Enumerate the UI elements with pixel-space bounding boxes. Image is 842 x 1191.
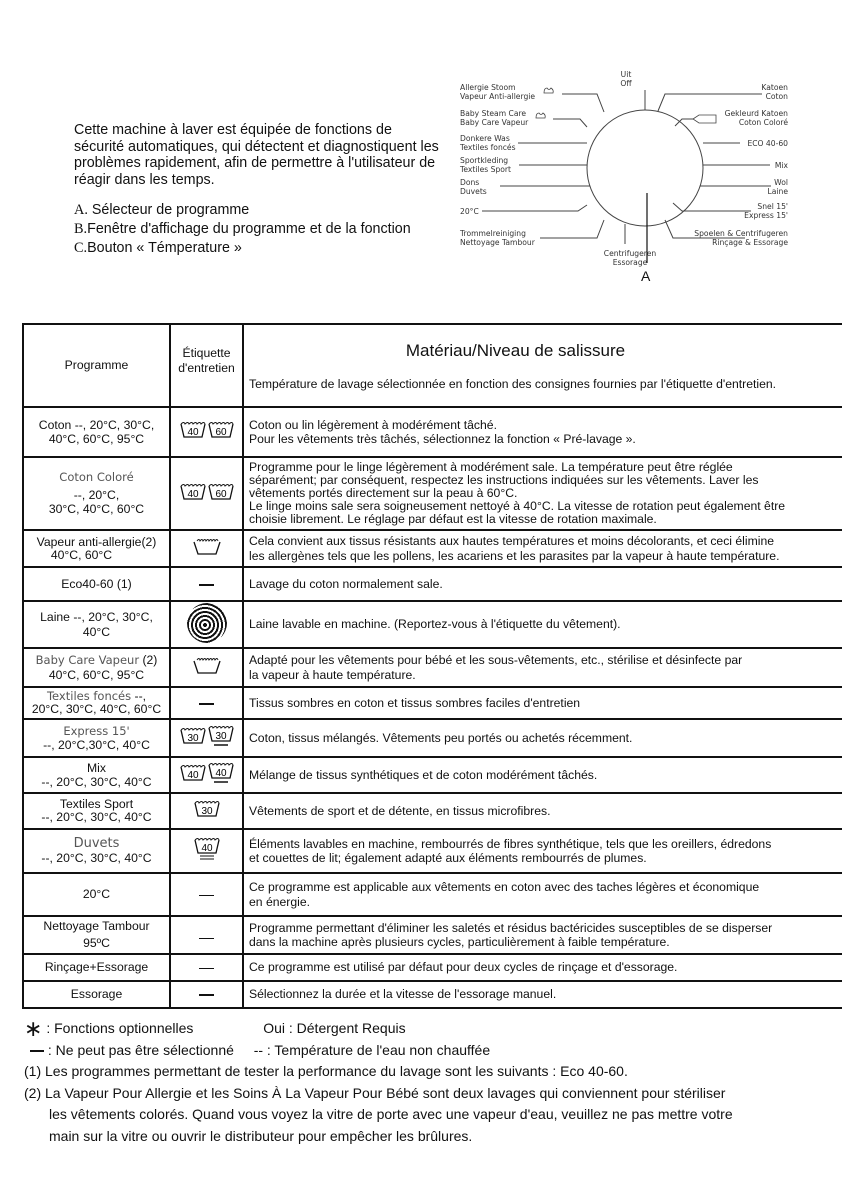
table-row <box>23 687 842 719</box>
care-label-cell <box>170 648 243 687</box>
not-selectable-dash-icon <box>199 703 214 705</box>
description-cell: Lavage du coton normalement sale. <box>243 567 842 601</box>
legend-unheated-text: -- : Température de l'eau non chauffée <box>253 1041 491 1058</box>
care-label-cell <box>170 829 243 873</box>
table-row <box>23 873 842 916</box>
intro-paragraph <box>74 122 444 188</box>
svg-text:40: 40 <box>214 768 227 780</box>
programme-cell: Mix --, 20°C, 30°C, 40°C <box>23 757 170 793</box>
dial-label-sport: Sportkleding Textiles Sport <box>460 156 512 175</box>
table-row <box>23 601 842 648</box>
not-selectable-dash-icon <box>199 895 214 896</box>
care-label-cell <box>170 757 243 793</box>
care-label-cell <box>170 873 243 916</box>
legend-not-selectable-text: : Ne peut pas être sélectionné <box>44 1041 234 1058</box>
description-cell: Programme pour le linge légèrement à modérément sale. La température peut être réglée séparément; par conséquent, respectez les instructions indiquées sur les vêtements. Laver les vêtements portés directement sur la peau à 60°C. Le linge moins sale sera soigneusement nettoyé à 40°C. La vitesse de rotation peut également être choisie librement. Le réglage par défaut est la vitesse de rotation maximale. <box>243 457 842 530</box>
wash-tub-icon <box>193 657 221 679</box>
program-table <box>22 323 842 1009</box>
table-row <box>23 981 842 1008</box>
wash-tub-30-icon <box>194 800 220 822</box>
program-dial-diagram <box>440 60 800 290</box>
note-2-line-2: les vêtements colorés. Quand vous voyez la vitre de porte avec une vapeur d'eau, veuillez ne pas mettre votre <box>49 1106 733 1122</box>
dial-label-express: Snel 15' Express 15' <box>744 202 788 221</box>
dial-label-cotton: Katoen Coton <box>761 83 788 102</box>
wash-tub-30-icon <box>180 727 206 749</box>
wash-tub-60-icon <box>208 483 234 505</box>
legend-letter: A. <box>74 202 88 218</box>
description-cell: Ce programme est applicable aux vêtements en coton avec des taches légères et économique en énergie. <box>243 873 842 916</box>
svg-text:40: 40 <box>200 843 213 855</box>
steam-icon <box>536 88 553 118</box>
description-cell: Coton ou lin légèrement à modérément tâché. Pour les vêtements très tâchés, sélectionnez la fonction « Pré-lavage ». <box>243 407 842 457</box>
header-material-subtitle: Température de lavage sélectionnée en fonction des consignes fournies par l'étiquette d'entretien. <box>249 376 777 391</box>
table-row <box>23 457 842 530</box>
programme-cell: Coton --, 20°C, 30°C, 40°C, 60°C, 95°C <box>23 407 170 457</box>
dial-label-wool: Wol Laine <box>767 178 788 197</box>
dial-label-off: Uit Off <box>620 70 632 89</box>
dial-label-spin: Centrifugeren Essorage <box>603 249 657 268</box>
dial-label-colored-cotton: Gekleurd Katoen Coton Coloré <box>724 109 788 128</box>
dial-label-baby-steam: Baby Steam Care Baby Care Vapeur <box>460 109 529 128</box>
svg-text:30: 30 <box>186 733 199 745</box>
care-label-cell <box>170 457 243 530</box>
table-row <box>23 719 842 757</box>
programme-cell: Coton Coloré --, 20°C, 30°C, 40°C, 60°C <box>23 457 170 530</box>
note-2-line-3: main sur la vitre ou ouvrir le distributeur pour empêcher les brûlures. <box>49 1127 473 1144</box>
care-label-cell <box>170 719 243 757</box>
dial-label-drum-clean: Trommelreiniging Nettoyage Tambour <box>460 229 535 248</box>
wash-tub-30-gentle-icon <box>208 725 234 751</box>
description-cell: Adapté pour les vêtements pour bébé et les sous-vêtements, etc., stérilise et désinfecte par la vapeur à haute température. <box>243 648 842 687</box>
wash-tub-40-very-gentle-icon <box>194 837 220 865</box>
wash-tub-40-icon <box>180 764 206 786</box>
wash-tub-40-icon <box>180 483 206 505</box>
not-selectable-dash-icon <box>199 994 214 996</box>
svg-text:40: 40 <box>186 488 199 500</box>
description-cell: Laine lavable en machine. (Reportez-vous à l'étiquette du vêtement). <box>243 601 842 648</box>
not-selectable-dash-icon <box>199 968 214 969</box>
dial-label-dark-textiles: Donkere Was Textiles foncés <box>460 134 516 153</box>
table-row <box>23 530 842 567</box>
description-cell: Cela convient aux tissus résistants aux hautes températures et moins décolorants, et ceci élimine les allergènes tels que les pollens, les acariens et les parasites par la vapeur à haute température. <box>243 530 842 567</box>
description-cell: Tissus sombres en coton et tissus sombres faciles d'entretien <box>243 687 842 719</box>
not-selectable-dash-icon <box>199 584 214 586</box>
dash-icon <box>30 1050 44 1052</box>
note-2-line-1: (2) La Vapeur Pour Allergie et les Soins À La Vapeur Pour Bébé sont deux lavages qui conviennent pour stériliser <box>24 1084 726 1101</box>
table-row <box>23 567 842 601</box>
intro-text: Cette machine à laver est équipée de fonctions de sécurité automatiques, qui détectent et diagnostiquent les problèmes rapidement, afin de permettre à l'utilisateur de réagir dans les temps. <box>74 122 439 188</box>
note-1: (1) Les programmes permettant de tester la performance du lavage sont les suivants : Eco 40-60. <box>24 1063 628 1079</box>
legend-item-b <box>74 220 411 239</box>
header-material-title: Matériau/Niveau de salissure <box>405 341 626 360</box>
programme-cell: Duvets --, 20°C, 30°C, 40°C <box>23 829 170 873</box>
care-label-cell <box>170 530 243 567</box>
dial-label-rinse-spin: Spoelen & Centrifugeren Rinçage & Essorage <box>694 229 788 248</box>
description-cell: Programme permettant d'éliminer les saletés et résidus bactéricides susceptibles de se disperser dans la machine après plusieurs cycles, particulièrement à faible température. <box>243 916 842 954</box>
legend-text: Fenêtre d'affichage du programme et de la fonction <box>87 221 411 237</box>
table-row <box>23 954 842 981</box>
table-row <box>23 829 842 873</box>
legend-text: Sélecteur de programme <box>87 202 250 218</box>
component-legend <box>74 201 411 258</box>
dial-label-eco: ECO 40-60 <box>747 139 788 148</box>
programme-cell: Baby Care Vapeur (2) 40°C, 60°C, 95°C <box>23 648 170 687</box>
care-label-cell <box>170 567 243 601</box>
table-row <box>23 757 842 793</box>
programme-cell: Rinçage+Essorage <box>23 954 170 981</box>
svg-text:60: 60 <box>214 488 227 500</box>
legend-item-c <box>74 239 411 258</box>
care-label-cell <box>170 793 243 829</box>
asterisk-icon: ∗ <box>24 1016 43 1041</box>
description-cell: Coton, tissus mélangés. Vêtements peu portés ou achetés récemment. <box>243 719 842 757</box>
wool-icon <box>187 603 227 643</box>
table-row <box>23 916 842 954</box>
legend-optional <box>24 1018 733 1040</box>
care-label-cell <box>170 601 243 648</box>
header-care-label: Étiquette d'entretien <box>170 324 243 407</box>
programme-cell: Textiles foncés --, 20°C, 30°C, 40°C, 60°C <box>23 687 170 719</box>
wash-tub-icon <box>193 538 221 560</box>
tag-icon <box>693 115 716 123</box>
svg-text:30: 30 <box>214 731 227 743</box>
care-label-cell <box>170 407 243 457</box>
svg-text:40: 40 <box>186 770 199 782</box>
programme-cell: Express 15' --, 20°C,30°C, 40°C <box>23 719 170 757</box>
programme-cell: Vapeur anti-allergie(2) 40°C, 60°C <box>23 530 170 567</box>
care-label-cell <box>170 687 243 719</box>
care-label-cell <box>170 916 243 954</box>
table-header-row <box>23 324 842 407</box>
programme-cell: 20°C <box>23 873 170 916</box>
legend-optional-text: : Fonctions optionnelles <box>42 1020 194 1036</box>
svg-text:60: 60 <box>214 427 227 439</box>
wash-tub-40-gentle-icon <box>208 762 234 788</box>
svg-text:40: 40 <box>186 427 199 439</box>
legend-item-a <box>74 201 411 220</box>
care-label-cell <box>170 981 243 1008</box>
svg-text:30: 30 <box>200 806 213 818</box>
dial-label-duvets: Dons Duvets <box>460 178 487 197</box>
legend-letter: C. <box>74 240 88 256</box>
wash-tub-60-icon <box>208 421 234 443</box>
dial-label-20c: 20°C <box>460 207 479 216</box>
description-cell: Éléments lavables en machine, rembourrés de fibres synthétique, tels que les oreillers, édredons et couettes de lit; également adapté aux éléments rembourrés de plumes. <box>243 829 842 873</box>
care-label-cell <box>170 954 243 981</box>
header-programme: Programme <box>23 324 170 407</box>
table-row <box>23 648 842 687</box>
programme-cell: Laine --, 20°C, 30°C, 40°C <box>23 601 170 648</box>
description-cell: Mélange de tissus synthétiques et de coton modérément tâchés. <box>243 757 842 793</box>
not-selectable-dash-icon <box>199 938 214 939</box>
table-row <box>23 793 842 829</box>
description-cell: Ce programme est utilisé par défaut pour deux cycles de rinçage et d'essorage. <box>243 954 842 981</box>
programme-cell: Textiles Sport --, 20°C, 30°C, 40°C <box>23 793 170 829</box>
footnotes <box>24 1018 733 1147</box>
description-cell: Vêtements de sport et de détente, en tissus microfibres. <box>243 793 842 829</box>
dial-pointer-label: A <box>641 268 651 284</box>
table-row <box>23 407 842 457</box>
programme-cell: Essorage <box>23 981 170 1008</box>
header-material <box>243 324 842 407</box>
programme-cell: Nettoyage Tambour 95ºC <box>23 916 170 954</box>
legend-letter: B. <box>74 221 88 237</box>
description-cell: Sélectionnez la durée et la vitesse de l'essorage manuel. <box>243 981 842 1008</box>
programme-cell: Eco40-60 (1) <box>23 567 170 601</box>
wash-tub-40-icon <box>180 421 206 443</box>
dial-label-mix: Mix <box>774 161 788 170</box>
legend-text: Bouton « Témperature » <box>87 240 242 256</box>
legend-not-selectable <box>24 1040 733 1062</box>
dial-label-allergy-steam: Allergie Stoom Vapeur Anti-allergie <box>460 83 536 102</box>
legend-detergent-text: Oui : Détergent Requis <box>263 1020 406 1036</box>
